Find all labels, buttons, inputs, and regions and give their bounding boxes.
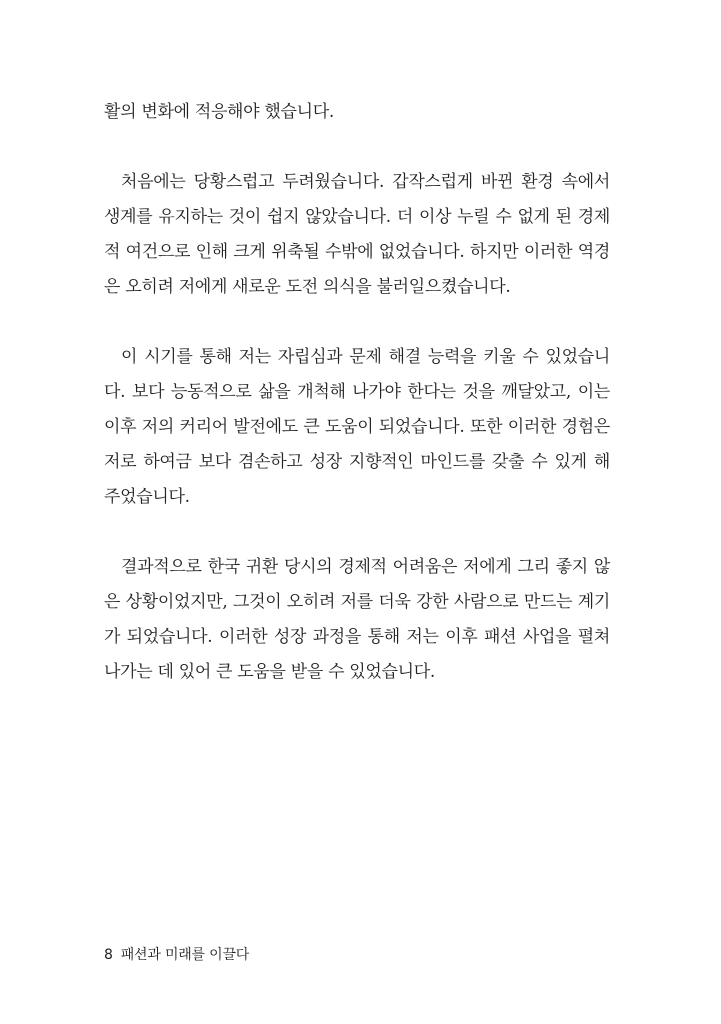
paragraph-continuation: 활의 변화에 적응해야 했습니다. — [104, 102, 335, 122]
paragraph-gap — [104, 130, 610, 165]
paragraph-gap — [104, 515, 610, 550]
page-body — [104, 95, 610, 690]
paragraph: 처음에는 당황스럽고 두려웠습니다. 갑작스럽게 바뀐 환경 속에서 생계를 유지하는 것이 쉽지 않았습니다. 더 이상 누릴 수 없게 된 경제적 여건으로 인해 크게 위축될 수밖에 없었습니다. 하지만 이러한 역경은 오히려 저에게 새로운 도전 의식을 불러일으켰습니다. — [104, 172, 610, 297]
page-footer — [104, 944, 249, 964]
paragraph: 결과적으로 한국 귀환 당시의 경제적 어려움은 저에게 그리 좋지 않은 상황이었지만, 그것이 오히려 저를 더욱 강한 사람으로 만드는 계기가 되었습니다. 이러한 성장 과정을 통해 저는 이후 패션 사업을 펼쳐 나가는 데 있어 큰 도움을 받을 수 있었습니다. — [104, 557, 610, 682]
page-number: 8 — [104, 947, 113, 963]
running-title: 패션과 미래를 이끌다 — [120, 947, 250, 963]
paragraph-gap — [104, 305, 610, 340]
paragraph: 이 시기를 통해 저는 자립심과 문제 해결 능력을 키울 수 있었습니다. 보다 능동적으로 삶을 개척해 나가야 한다는 것을 깨달았고, 이는 이후 저의 커리어 발전에도 큰 도움이 되었습니다. 또한 이러한 경험은 저로 하여금 보다 겸손하고 성장 지향적인 마인드를 갖출 수 있게 해 주었습니다. — [104, 347, 610, 507]
